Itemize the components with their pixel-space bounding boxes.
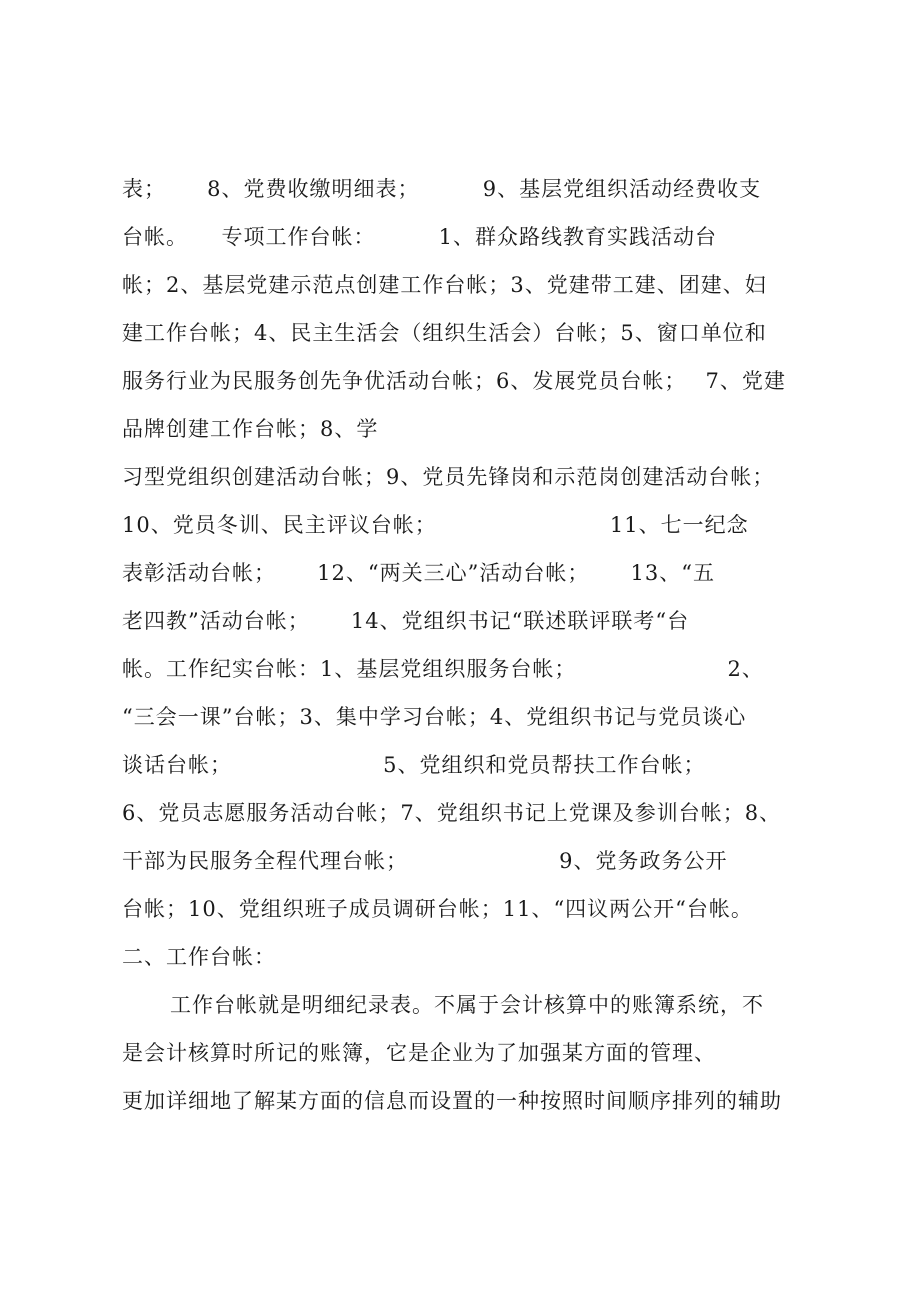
text-line: 品牌创建工作台帐；8、学	[122, 417, 379, 441]
text-line: 帐。工作纪实台帐：1、基层党组织服务台帐； 2、	[122, 657, 764, 681]
text-line: 是会计核算时所记的账簿，它是企业为了加强某方面的管理、	[122, 1041, 716, 1065]
text-line: 习型党组织创建活动台帐；9、党员先锋岗和示范岗创建活动台帐；	[122, 465, 775, 489]
text-line: 台帐；10、党组织班子成员调研台帐；11、“四议两公开“台帐。	[122, 897, 753, 921]
text-line: 表彰活动台帐； 12、“两关三心”活动台帐； 13、“五	[122, 561, 715, 585]
text-line: 10、党员冬训、民主评议台帐； 11、七一纪念	[122, 513, 749, 537]
text-line: “三会一课”台帐；3、集中学习台帐；4、党组织书记与党员谈心	[122, 705, 747, 729]
text-line: 帐；2、基层党建示范点创建工作台帐；3、党建带工建、团建、妇	[122, 273, 767, 297]
text-line: 台帐。 专项工作台帐： 1、群众路线教育实践活动台	[122, 225, 718, 249]
text-line: 6、党员志愿服务活动台帐；7、党组织书记上党课及参训台帐；8、	[122, 801, 782, 825]
paragraph-first-line: 工作台帐就是明细纪录表。不属于会计核算中的账簿系统，不	[170, 993, 764, 1017]
text-line: 干部为民服务全程代理台帐； 9、党务政务公开	[122, 849, 728, 873]
text-line: 谈话台帐； 5、党组织和党员帮扶工作台帐；	[122, 753, 706, 777]
text-line: 表； 8、党费收缴明细表； 9、基层党组织活动经费收支	[122, 177, 762, 201]
text-line: 老四教”活动台帐； 14、党组织书记“联述联评联考“台	[122, 609, 690, 633]
section-heading: 二、工作台帐：	[122, 945, 276, 969]
text-line: 建工作台帐；4、民主生活会（组织生活会）台帐；5、窗口单位和	[122, 321, 767, 345]
text-line: 更加详细地了解某方面的信息而设置的一种按照时间顺序排列的辅助	[122, 1089, 782, 1113]
text-line: 服务行业为民服务创先争优活动台帐；6、发展党员台帐； 7、党建	[122, 369, 786, 393]
